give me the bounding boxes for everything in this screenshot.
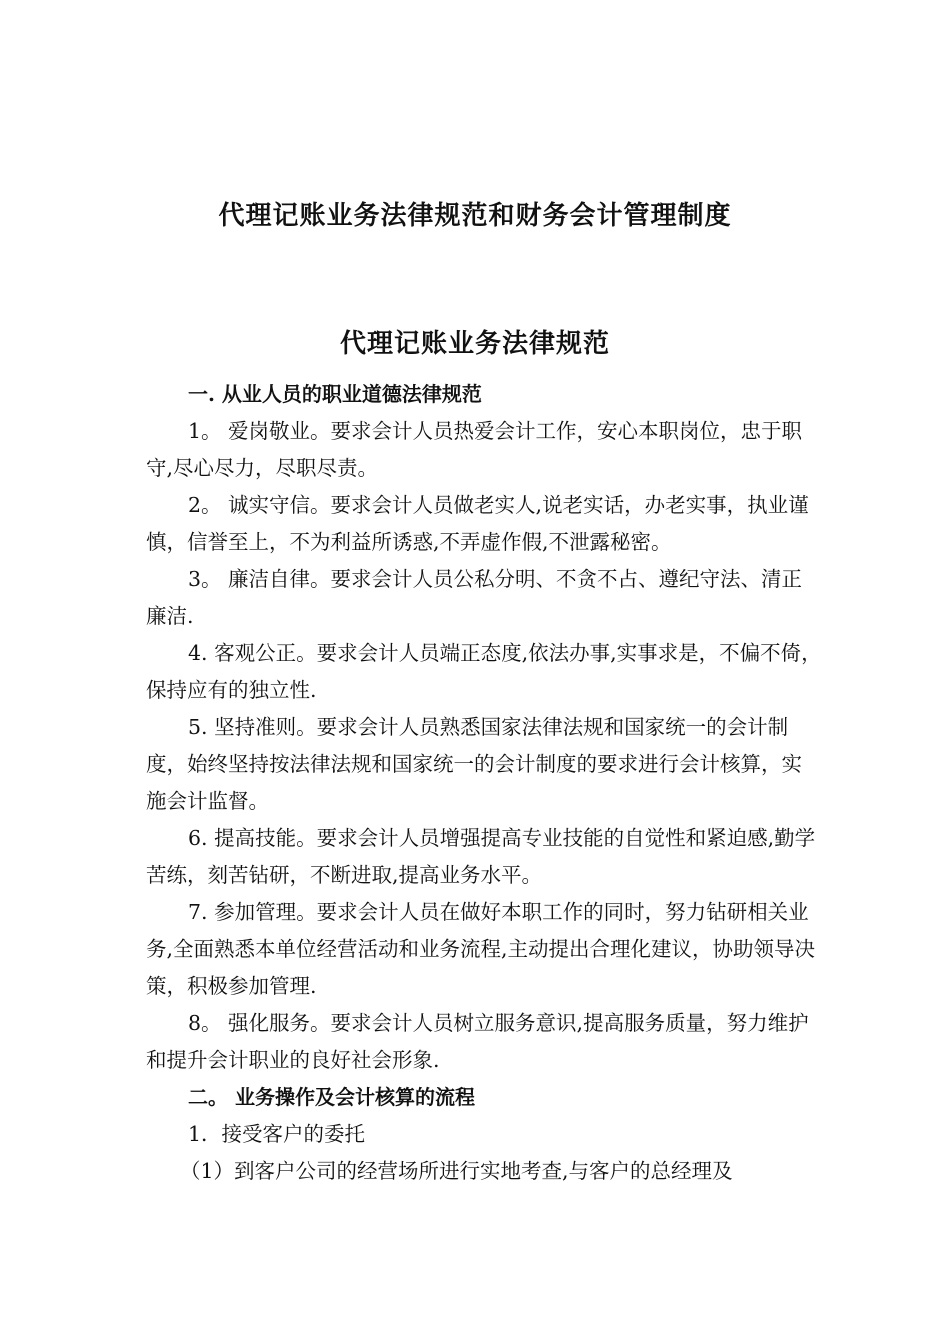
paragraph-item-7: 7. 参加管理。要求会计人员在做好本职工作的同时，努力钻研相关业务,全面熟悉本单位经营活动和业务流程,主动提出合理化建议，协助领导决策，积极参加管理. [146, 900, 816, 998]
paragraph-item-4: 4. 客观公正。要求会计人员端正态度,依法办事,实事求是，不偏不倚，保持应有的独立性. [146, 641, 822, 702]
paragraph-item-1: 1。 爱岗敬业。要求会计人员热爱会计工作，安心本职岗位，忠于职守,尽心尽力，尽职尽责。 [146, 419, 803, 480]
paragraph-sub-item-1: 1．接受客户的委托 [188, 1122, 366, 1146]
document-body [146, 376, 822, 1190]
paragraph-sub-item-1-1: （1）到客户公司的经营场所进行实地考查,与客户的总经理及 [180, 1159, 733, 1183]
document-title: 代理记账业务法律规范和财务会计管理制度 [218, 201, 732, 231]
paragraph-item-5: 5. 坚持准则。要求会计人员熟悉国家法律法规和国家统一的会计制度，始终坚持按法律法规和国家统一的会计制度的要求进行会计核算，实施会计监督。 [146, 715, 802, 813]
section-heading-1: 一. 从业人员的职业道德法律规范 [188, 382, 482, 406]
paragraph-item-6: 6. 提高技能。要求会计人员增强提高专业技能的自觉性和紧迫感,勤学苦练，刻苦钻研，不断进取,提高业务水平。 [146, 826, 816, 887]
paragraph-item-2: 2。 诚实守信。要求会计人员做老实人,说老实话，办老实事，执业谨慎，信誉至上，不为利益所诱惑,不弄虚作假,不泄露秘密。 [146, 493, 809, 554]
paragraph-item-3: 3。 廉洁自律。要求会计人员公私分明、不贪不占、遵纪守法、清正廉洁. [146, 567, 803, 628]
section-heading-2: 二。 业务操作及会计核算的流程 [188, 1085, 475, 1109]
section-title: 代理记账业务法律规范 [339, 329, 610, 359]
paragraph-item-8: 8。 强化服务。要求会计人员树立服务意识,提高服务质量，努力维护和提升会计职业的良好社会形象. [146, 1011, 809, 1072]
